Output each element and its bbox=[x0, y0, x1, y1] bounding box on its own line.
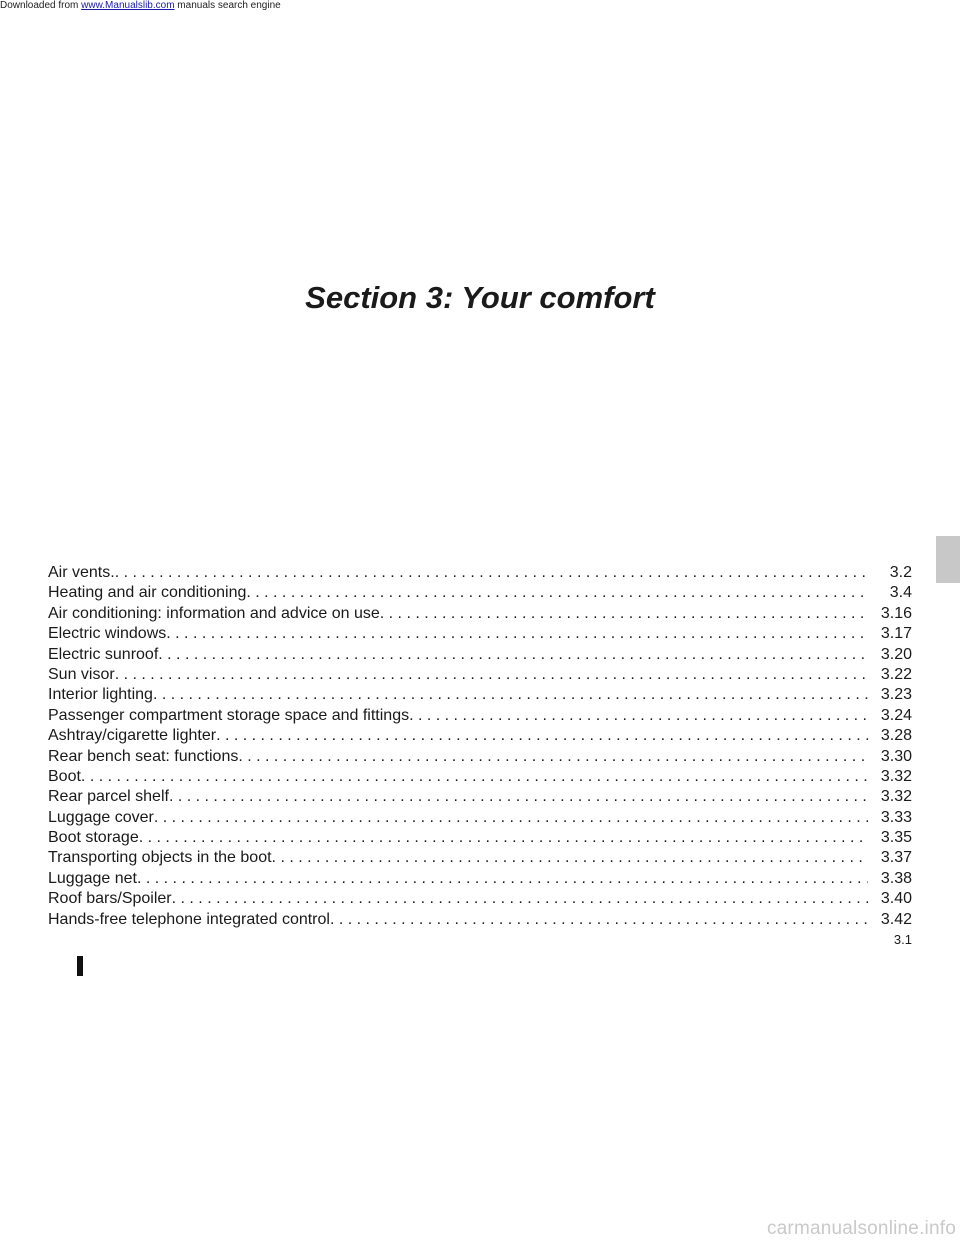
download-source-header bbox=[0, 0, 281, 12]
toc-entry[interactable] bbox=[48, 808, 912, 828]
toc-entry-page: 3.24 bbox=[880, 706, 912, 724]
table-of-contents bbox=[48, 563, 912, 930]
toc-entry[interactable] bbox=[48, 665, 912, 685]
toc-entry[interactable] bbox=[48, 869, 912, 889]
toc-dot-leader bbox=[238, 747, 868, 767]
section-side-tab bbox=[936, 536, 960, 583]
toc-entry-label: Heating and air conditioning bbox=[48, 584, 247, 602]
toc-dot-leader bbox=[169, 787, 868, 807]
section-title: Section 3: Your comfort bbox=[305, 280, 655, 315]
toc-entry-page: 3.16 bbox=[880, 604, 912, 622]
toc-entry-page: 3.28 bbox=[880, 727, 912, 745]
toc-entry[interactable] bbox=[48, 848, 912, 868]
toc-entry-label: Boot storage bbox=[48, 829, 139, 847]
toc-entry[interactable] bbox=[48, 624, 912, 644]
toc-dot-leader bbox=[272, 848, 868, 868]
toc-entry-label: Hands-free telephone integrated control bbox=[48, 910, 330, 928]
toc-entry-page: 3.32 bbox=[880, 788, 912, 806]
toc-entry-page: 3.30 bbox=[880, 747, 912, 765]
header-prefix: Downloaded from bbox=[0, 0, 82, 11]
toc-entry[interactable] bbox=[48, 583, 912, 603]
toc-dot-leader bbox=[166, 624, 868, 644]
toc-entry[interactable] bbox=[48, 563, 912, 583]
toc-entry-page: 3.42 bbox=[880, 910, 912, 928]
toc-entry-page: 3.20 bbox=[880, 645, 912, 663]
toc-entry-label: Interior lighting bbox=[48, 686, 153, 704]
toc-dot-leader bbox=[137, 869, 868, 889]
toc-entry-label: Electric sunroof bbox=[48, 645, 159, 663]
toc-entry-label: Electric windows bbox=[48, 625, 167, 643]
toc-dot-leader bbox=[216, 726, 868, 746]
toc-entry-label: Roof bars/Spoiler bbox=[48, 890, 172, 908]
site-watermark: carmanualsonline.info bbox=[766, 1218, 956, 1239]
toc-dot-leader bbox=[81, 767, 868, 787]
toc-entry[interactable] bbox=[48, 910, 912, 930]
toc-dot-leader bbox=[153, 685, 868, 705]
toc-dot-leader bbox=[246, 583, 868, 603]
toc-entry-page: 3.32 bbox=[880, 767, 912, 785]
toc-entry-label: Air vents. bbox=[48, 564, 115, 581]
toc-entry[interactable] bbox=[48, 685, 912, 705]
toc-dot-leader bbox=[409, 706, 868, 726]
toc-entry[interactable] bbox=[48, 828, 912, 848]
toc-entry-page: 3.23 bbox=[880, 686, 912, 704]
toc-entry[interactable] bbox=[48, 747, 912, 767]
toc-entry-label: Luggage net bbox=[48, 869, 137, 887]
toc-entry-label: Rear parcel shelf bbox=[48, 788, 169, 806]
toc-entry-label: Sun visor bbox=[48, 665, 115, 683]
toc-dot-leader bbox=[139, 828, 868, 848]
toc-entry-page: 3.2 bbox=[889, 564, 912, 581]
toc-entry-page: 3.17 bbox=[880, 625, 912, 643]
toc-entry[interactable] bbox=[48, 726, 912, 746]
page-number: 3.1 bbox=[893, 932, 912, 947]
toc-entry-label: Luggage cover bbox=[48, 808, 154, 826]
toc-dot-leader bbox=[115, 563, 868, 583]
toc-entry-label: Passenger compartment storage space and fittings bbox=[48, 706, 410, 724]
page-edge-marker bbox=[77, 956, 83, 976]
toc-entry-page: 3.22 bbox=[880, 665, 912, 683]
toc-dot-leader bbox=[380, 604, 868, 624]
toc-entry-label: Boot bbox=[48, 767, 81, 785]
toc-entry[interactable] bbox=[48, 706, 912, 726]
toc-dot-leader bbox=[158, 645, 868, 665]
toc-entry[interactable] bbox=[48, 889, 912, 909]
toc-dot-leader bbox=[154, 808, 868, 828]
toc-entry-page: 3.33 bbox=[880, 808, 912, 826]
toc-entry-page: 3.40 bbox=[880, 890, 912, 908]
toc-entry-label: Air conditioning: information and advice on use bbox=[48, 604, 380, 622]
toc-entry-label: Transporting objects in the boot bbox=[48, 849, 272, 867]
toc-entry-page: 3.4 bbox=[889, 584, 912, 602]
toc-dot-leader bbox=[330, 910, 868, 930]
header-suffix: manuals search engine bbox=[174, 0, 281, 11]
toc-entry-page: 3.38 bbox=[880, 869, 912, 887]
toc-entry-page: 3.35 bbox=[880, 829, 912, 847]
toc-entry[interactable] bbox=[48, 604, 912, 624]
toc-entry-page: 3.37 bbox=[880, 849, 912, 867]
toc-entry-label: Ashtray/cigarette lighter bbox=[48, 727, 217, 745]
toc-dot-leader bbox=[115, 665, 868, 685]
toc-dot-leader bbox=[172, 889, 868, 909]
toc-entry[interactable] bbox=[48, 787, 912, 807]
toc-entry-label: Rear bench seat: functions bbox=[48, 747, 239, 765]
toc-entry[interactable] bbox=[48, 767, 912, 787]
manualslib-link[interactable]: www.Manualslib.com bbox=[81, 0, 175, 11]
toc-entry[interactable] bbox=[48, 645, 912, 665]
